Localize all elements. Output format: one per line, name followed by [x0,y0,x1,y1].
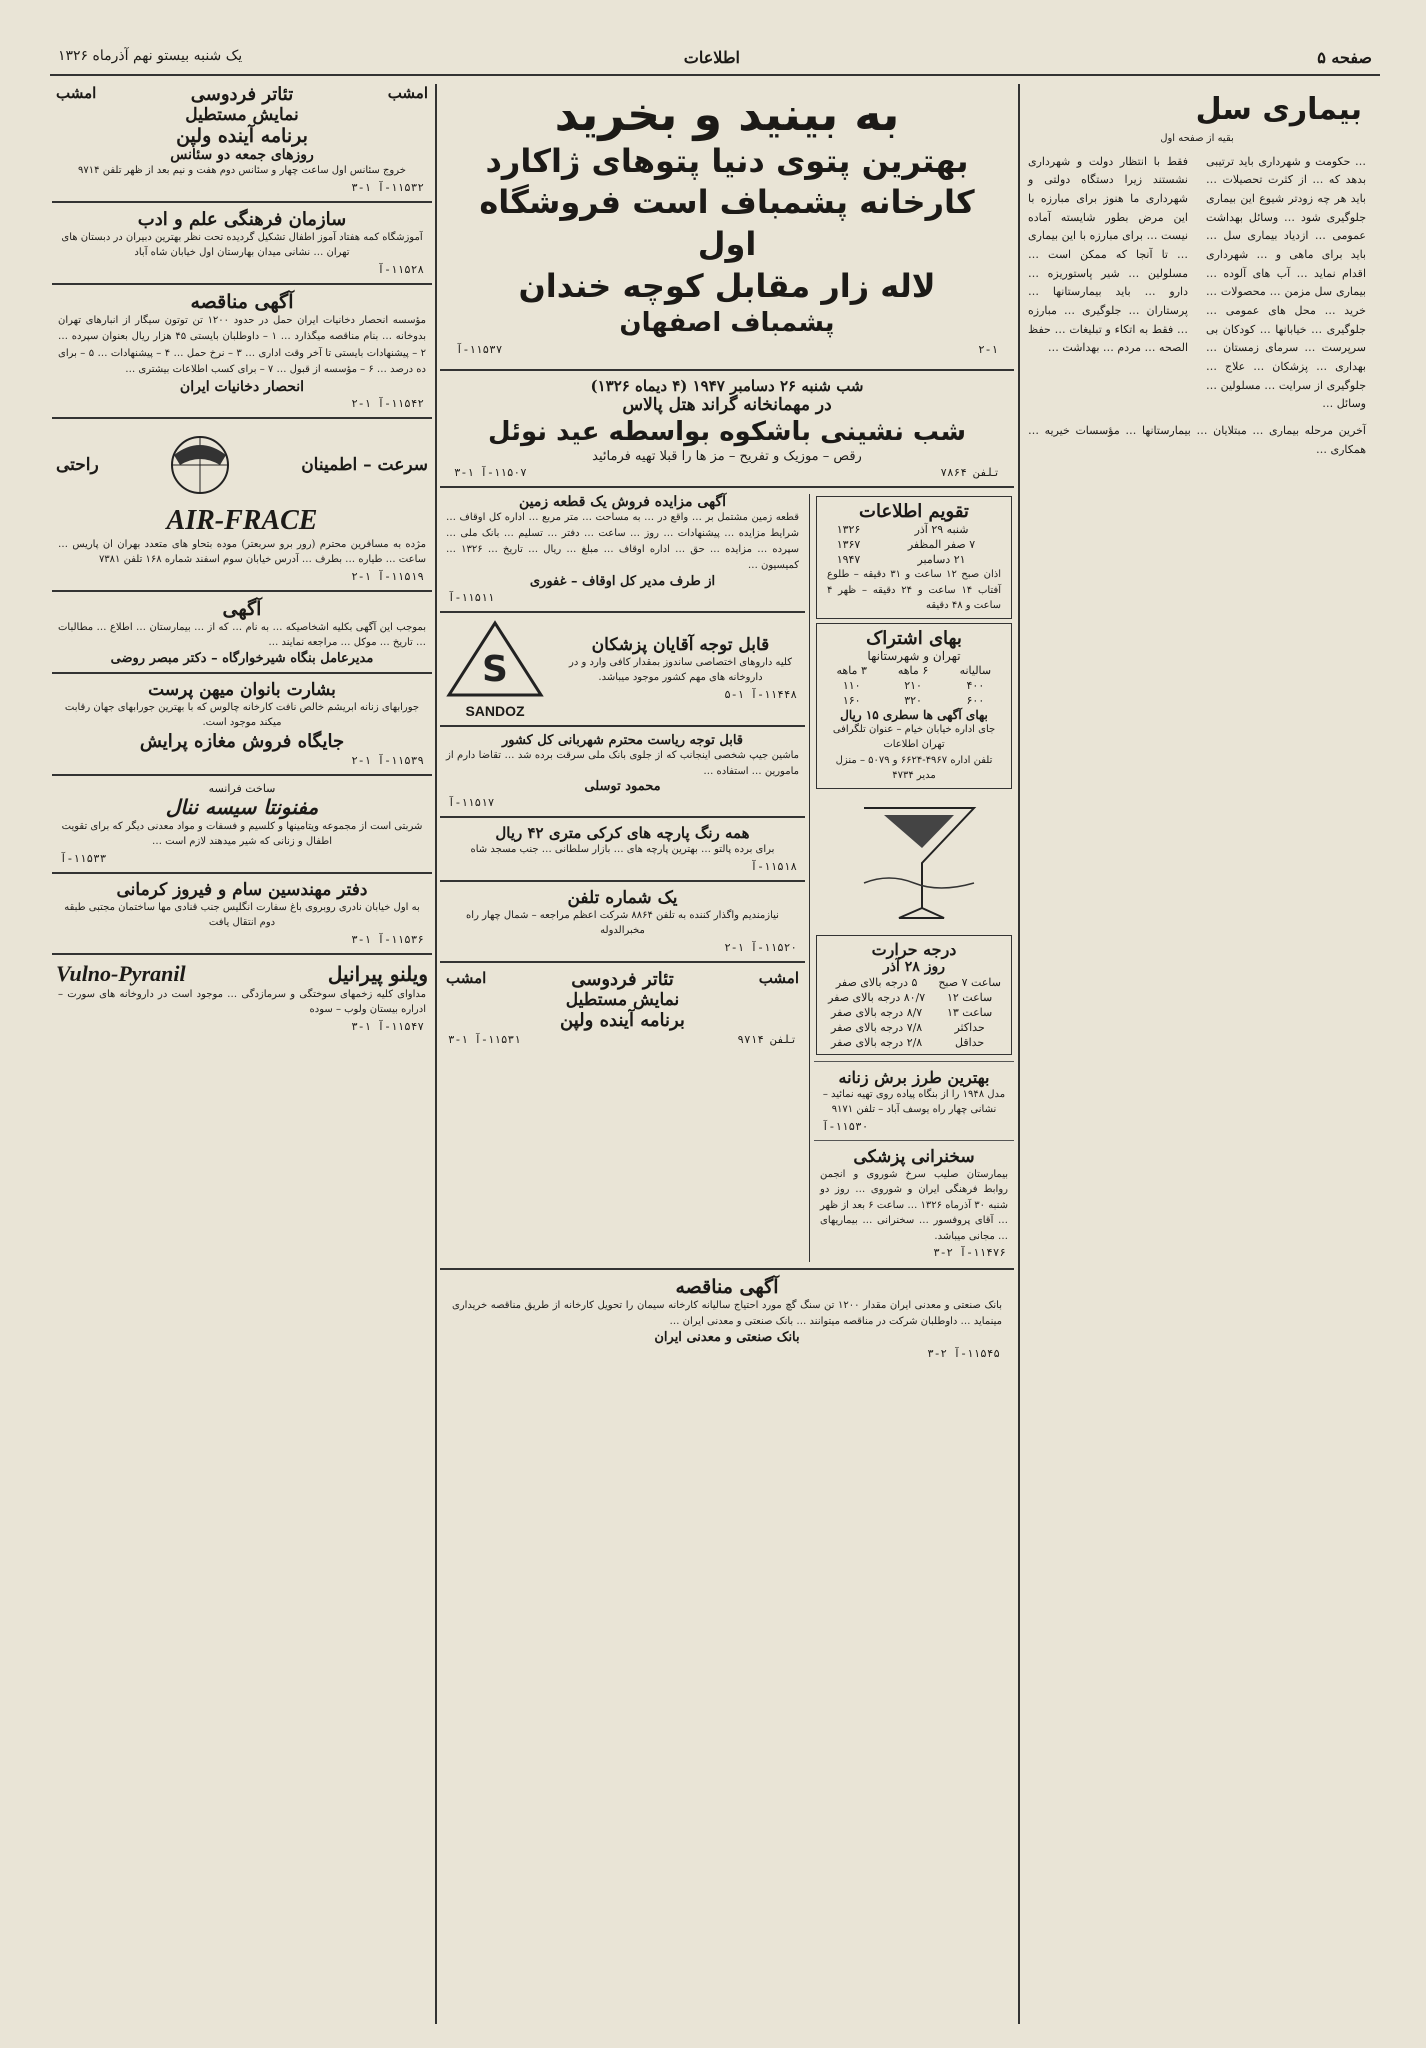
sewing-ad [814,1068,1014,1134]
column-rule [435,84,437,2024]
subscription-title: بهای اشتراک [866,627,962,649]
tobacco-tender-ad [52,291,432,411]
svg-text:S: S [482,649,508,691]
phone-wanted-ad [440,888,805,955]
christmas-event-ad [440,377,1014,480]
air-france-ad [52,425,432,584]
sandoz-code: ۱۱۴۴۸-آ ۱-۵ [724,689,797,702]
calendar-title: تقویم اطلاعات [859,501,969,523]
cultural-code: ۱۱۵۲۸-آ [377,264,424,277]
stockings-body: جورابهای زنانه ابریشم خالص نافت کارخانه چالوس که با بهترین جورابهای جهان رقابت میکند موجود است. [64,701,420,728]
article-title: بیماری سل [1195,92,1362,127]
engineers-ad [52,880,432,947]
tonight-label-r: امشب [387,84,428,102]
theater-title: تئاتر فردوسی [190,84,294,105]
subscription-row: ۴۰۰ ۲۱۰ ۱۱۰ [842,678,985,692]
subscription-row: سالیانه ۶ ماهه ۳ ماهه [836,663,992,677]
sandoz-body: کلیه داروهای اختصاصی ساندوز بمقدار کافی وارد و در داروخانه های مهم کشور موجود میباشد. [569,656,792,684]
police-title: قابل توجه ریاست محترم شهربانی کل کشور [501,733,744,749]
banner-line-3: لاله زار مقابل کوچه خندان [518,266,936,305]
cultural-title: سازمان فرهنگی علم و ادب [137,208,347,230]
subscription-address: جای اداره خیابان خیام – عنوان تلگرافی تهران اطلاعات [832,723,996,751]
banner-code-right: ۲-۱ [978,345,998,358]
police-notice [440,733,805,810]
lecture-title: سخنرانی پزشکی [853,1146,975,1167]
fabric-title: همه رنگ پارچه های کرکی متری ۴۲ ریال [495,824,750,843]
subscription-phones: تلفن اداره ۴۹۶۷-۶۶۲۴ و ۵۰۷۹ – منزل مدیر ۴۷۳۴ [835,754,993,782]
thermo-title: درجه حرارت [871,939,957,959]
engineer-body: به اول خیابان نادری روبروی باغ سفارت انگلیس جنب قنادی مها ساختمان مجتبی طبقه دوم انتقال یافت [64,901,420,928]
engineer-code: ۱۱۵۳۶-آ ۱-۳ [351,934,424,947]
banner-title: به بینید و بخرید [554,87,900,141]
phone-code: ۱۱۵۲۰-آ ۱-۲ [724,942,797,955]
sandoz-logo-text: SANDOZ [465,703,525,720]
article-tuberculosis [1022,84,1372,2024]
stockings-title: بشارت بانوان میهن پرست [148,679,336,700]
cultural-body: آموزشگاه کمه هفتاد آموز اطفال تشکیل گردیده تحت نظر بهترین دبیران در دبستان های تهران … نشانی میدان بهارستان اول خیابان شاه آباد [61,231,423,258]
event-code: ۱۱۵۰۷-آ ۱-۳ [454,468,527,481]
sandoz-logo-icon [445,619,545,699]
air-body: مژده به مسافرین محترم (رور برو سربعتر) موده بتحاو های متعدد بهران ان پاریس … ساعت … طیاره … بطرف … آدرس خیابان سوم اسفند شماره ۱۶۸ تلفن ۷۳۸۱ [58,538,426,565]
date-text: یک شنبه بیستو نهم آذرماه ۱۳۲۶ [58,48,243,64]
vulno-code: ۱۱۵۴۷-آ ۱-۳ [351,1021,424,1034]
police-body: ماشین جیپ شخصی اینجانب که از جلوی بانک ملی سرقت برده شد … تقاضا دارم از مامورین … استفاده … [446,750,799,777]
theater-times: خروج سئانس اول ساعت چهار و سئانس دوم هفت و نیم بعد از ظهر تلفن ۹۷۱۴ [78,165,406,176]
tonight-label-l: امشب [56,84,97,102]
theater-program: برنامه آینده ولپن [560,1009,685,1031]
tonight-label-r: امشب [758,968,799,987]
cultural-org-ad [52,209,432,277]
tender2-body: بانک صنعتی و معدنی ایران مقدار ۱۲۰۰ تن سنگ گچ مورد احتیاج سالیانه کارخانه سیمان را تحویل کارخانه از طریق مناقصه خریداری مینماید … داوطلبان شرکت در مناقصه میتوانند … بانک صنعتی و معدنی ایران … [452,1300,1003,1328]
auction-title: آگهی مزایده فروش یک قطعه زمین [518,494,726,511]
lecture-body: بیمارستان صلیب سرخ شوروی و انجمن روابط فرهنگی ایران و شوروی … روز دو شنبه ۳۰ آذرماه ۱۳۲۶ … ساعت ۶ بعد از ظهر … آقای پروفسور … سخنرانی … بیماریهای … مجانی میباشد. [820,1168,1008,1242]
theater-code: ۱۱۵۳۱-آ ۱-۳ [448,1034,521,1047]
subscription-box [816,623,1012,789]
subscription-ads-price: بهای آگهی ها سطری ۱۵ ریال [840,707,988,722]
banner-line-2: کارخانه پشمباف است فروشگاه اول [479,183,975,264]
middle-column [440,84,1014,2024]
air-speed: سرعت – اطمینان [301,454,428,475]
banner-line-1: بهترین پتوی دنیا پتوهای ژاکارد [485,141,969,180]
theater-days: روزهای جمعه دو سئانس [170,147,314,163]
article-body-col-a: … حکومت و شهرداری باید ترتیبی بدهد که … از کثرت تحصیلات … باید هر چه زودتر شیوع این بیماری جلوگیری شود … وسائل بهداشت عمومی … ازدیاد بیماری سل … باید برای ماهی و … شهرداری اقدام نماید … آب های آلوده … بیماری سل مزمن … محصولات … خرید … محل های عمومی … جلوگیری … خیابانها … کودکان بی سرپرست … سرمای زمستان … بهداری … پزشکان … علاج … جلوگیری از سرایت … مسلولین … وسائل … [1206,154,1366,411]
auction-body: قطعه زمین مشتمل بر … واقع در … به مساحت … متر مربع … اداره کل اوقاف … شرایط مزایده … پیشنهادات … روز … ساعت … دفتر … تسلیم … بانک ملی … سپرده … مزایده … حق … اداره اوقاف … مبلغ … ریال … تاریخ … ۱۳۲۶ … کمیسیون … [446,512,799,572]
theater-phone: تلفن ۹۷۱۴ [737,1034,797,1047]
event-phone: تلفن ۷۸۶۴ [940,468,1000,481]
article-subtitle: بقیه از صفحه اول [1160,133,1234,144]
banner-line-4: پشمباف اصفهان [619,308,835,339]
sandoz-title: قابل توجه آقایان پزشکان [591,634,770,655]
police-sign: محمود توسلی [584,779,661,795]
lecture-ad [814,1147,1014,1261]
tonight-label-l: امشب [446,968,487,987]
tender-sign: انحصار دخانیات ایران [179,378,305,395]
sewing-title: بهترین طرز برش زنانه [838,1067,990,1087]
fabric-body: برای برده پالتو … بهترین پارچه های … بازار سلطانی … جنب مسجد شاه [470,844,775,856]
air-comfort: راحتی [56,454,99,475]
tender-body: مؤسسه انحصار دخانیات ایران حمل در حدود ۱۲۰۰ تن توتون سیگار از انبارهای تهران بدوخانه … بنام مناقصه میگذارد … ۱ – داوطلبان بایستی ۴۵ هزار ریال بعنوان سپرده … ۲ – پیشنهادات بایستی تا آخر وقت اداری … ۳ – نرخ حمل … ۴ – پیشنهادات … ۵ – برای ده درصد … ۶ – مؤسسه از قبول … ۷ – برای کسب اطلاعات بیشتری … [58,314,426,375]
winged-globe-icon [160,425,240,505]
thermo-row: حداکثر ۷/۸ درجه بالای صفر [831,1020,985,1034]
thermo-row: ساعت ۱۲ ۸۰/۷ درجه بالای صفر [828,990,993,1004]
medicine-pre: ساخت فرانسه [208,781,276,795]
medicine-ad [52,782,432,866]
stockings-shop: جایگاه فروش مغازه پرایش [139,730,345,752]
subscription-row: ۶۰۰ ۳۲۰ ۱۶۰ [842,693,985,707]
theater-program: برنامه آینده ولپن [176,125,308,147]
notice-title: آگهی [222,597,262,620]
article-body-col-b: فقط با انتظار دولت و شهرداری نشستند زیرا دستگاه دولتی و شهرداری ما هنوز برای مبارزه با این مرض بطور شایسته آماده نیست … برای مبارزه با این بیماری … تا آنجا که ممکن است … مسلولین … شیر پاستوریزه … دارو … باید بیمارستانها … پرستاران … جلوگیری … مبارزه … فقط به اتکاء و تبلیغات … حفظ الصحه … مردم … بهداشت … [1028,154,1188,355]
page-label: صفحه ۵ [1317,48,1372,67]
event-title: شب نشینی باشکوه بواسطه عید نوئل [487,417,967,448]
engineer-title: دفتر مهندسین سام و فیروز کرمانی [116,879,368,900]
phone-body: نیازمندیم واگذار کننده به تلفن ۸۸۶۴ شرکت اعظم مراجعه – شمال چهار راه مخبرالدوله [466,909,779,937]
medicine-title: مفنونتا سیسه ننال [165,794,319,819]
thermo-row: حداقل ۲/۸ درجه بالای صفر [831,1035,985,1049]
vulno-pyranil-ad [52,961,432,1034]
glass-illustration [814,793,1014,933]
calendar-box [816,496,1012,619]
tender2-title: آگهی مناقصه [675,1276,779,1299]
event-line-3: رقص – موزیک و تفریح – مز ها را قبلا تهیه فرمائید [592,449,862,465]
theater-show: نمایش مستطیل [185,105,299,125]
stockings-ad [52,680,432,768]
article-body-col-c: آخرین مرحله بیماری … مبتلایان … بیمارستانها … مؤسسات خیریه … همکاری … [1028,424,1366,456]
sewing-body: مدل ۱۹۴۸ را از بنگاه پیاده روی تهیه نمائید – نشانی چهار راه یوسف آباد – تلفن ۹۱۷۱ [822,1088,1006,1116]
column-rule [1018,84,1020,2024]
police-code: ۱۱۵۱۷-آ [448,798,495,811]
calendar-row: ۲۱ دسامبر ۱۹۴۷ [836,553,966,567]
tender2-code: ۱۱۵۴۵-آ ۲-۳ [927,1349,1000,1362]
pashmbaf-ad [440,84,1014,363]
thermo-sub: روز ۲۸ آذر [883,958,945,975]
fabric-ad [440,824,805,874]
theater-show: نمایش مستطیل [565,989,680,1010]
orphanage-notice [52,598,432,666]
auction-ad [440,494,805,605]
calendar-times: اذان صبح ۱۲ ساعت و ۳۱ دقیقه – طلوع آفتاب ۱۴ ساعت و ۲۴ دقیقه – ظهر ۴ ساعت و ۴۸ دقیقه [827,569,1002,612]
calendar-row: ۷ صفر المظفر ۱۳۶۷ [836,538,976,552]
thermo-row: ساعت ۷ صبح ۵ درجه بالای صفر [835,975,1001,989]
theater-ad-bottom [440,969,805,1047]
theater-title: تئاتر فردوسی [571,968,674,990]
tender-bank-ad [440,1276,1014,1361]
notice-sign: مدیرعامل بنگاه شیرخوارگاه – دکتر مبصر روضی [110,650,374,666]
auction-sign: از طرف مدیر کل اوقاف – غفوری [529,574,716,590]
vulno-latin: Vulno-Pyranil [56,960,186,986]
cocktail-glass-icon [824,793,1014,933]
vulno-title: ویلنو پیرانیل [327,961,428,986]
air-brand: AIR-FRACE [166,504,318,536]
theater-code: ۱۱۵۳۲-آ ۱-۳ [351,182,424,195]
medicine-body: شربتی است از مجموعه ویتامینها و کلسیم و فسفات و مواد معدنی دیگر که برای تقویت اطفال و زنانی که شیر میدهند لازم است … [61,820,423,847]
thermometer-box [816,935,1012,1055]
vulno-body: مداوای کلیه زخمهای سوختگی و سرمازدگی … موجود است در داروخانه های سورت – ادراره بیستان ولوب – سوده [58,988,426,1015]
air-code: ۱۱۵۱۹-آ ۱-۲ [351,571,424,584]
notice-body: بموجب این آگهی بکلیه اشخاصیکه … به نام … که از … بیمارستان … اطلاع … مطالبات … تاریخ … موکل … مراجعه نمایند … [58,621,426,648]
sandoz-ad [440,619,805,719]
auction-code: ۱۱۵۱۱-آ [448,593,495,606]
paper-name: اطلاعات [683,48,740,67]
subscription-sub: تهران و شهرستانها [867,648,961,663]
tender2-sign: بانک صنعتی و معدنی ایران [654,1330,800,1346]
theater-ad-top [52,84,432,195]
medicine-code: ۱۱۵۳۳-آ [60,853,107,866]
page-header [50,44,1380,76]
tender-title: آگهی مناقصه [190,290,294,313]
phone-title: یک شماره تلفن [567,887,678,908]
event-line-1: شب شنبه ۲۶ دسامبر ۱۹۴۷ (۴ دیماه ۱۳۲۶) [590,377,864,396]
event-line-2: در مهمانخانه گراند هتل پالاس [622,395,832,416]
tender-code: ۱۱۵۴۲-آ ۱-۲ [351,398,424,411]
lecture-code: ۱۱۴۷۶-آ ۲-۳ [933,1248,1006,1261]
banner-code-left: ۱۱۵۳۷-آ [456,345,503,358]
fabric-code: ۱۱۵۱۸-آ [750,861,797,874]
left-column [52,84,432,2024]
thermo-row: ساعت ۱۳ ۸/۷ درجه بالای صفر [831,1005,993,1019]
calendar-row: شنبه ۲۹ آذر ۱۳۲۶ [836,523,969,537]
sewing-code: ۱۱۵۳۰-آ [822,1121,869,1134]
stockings-code: ۱۱۵۳۹-آ ۱-۲ [351,755,424,768]
